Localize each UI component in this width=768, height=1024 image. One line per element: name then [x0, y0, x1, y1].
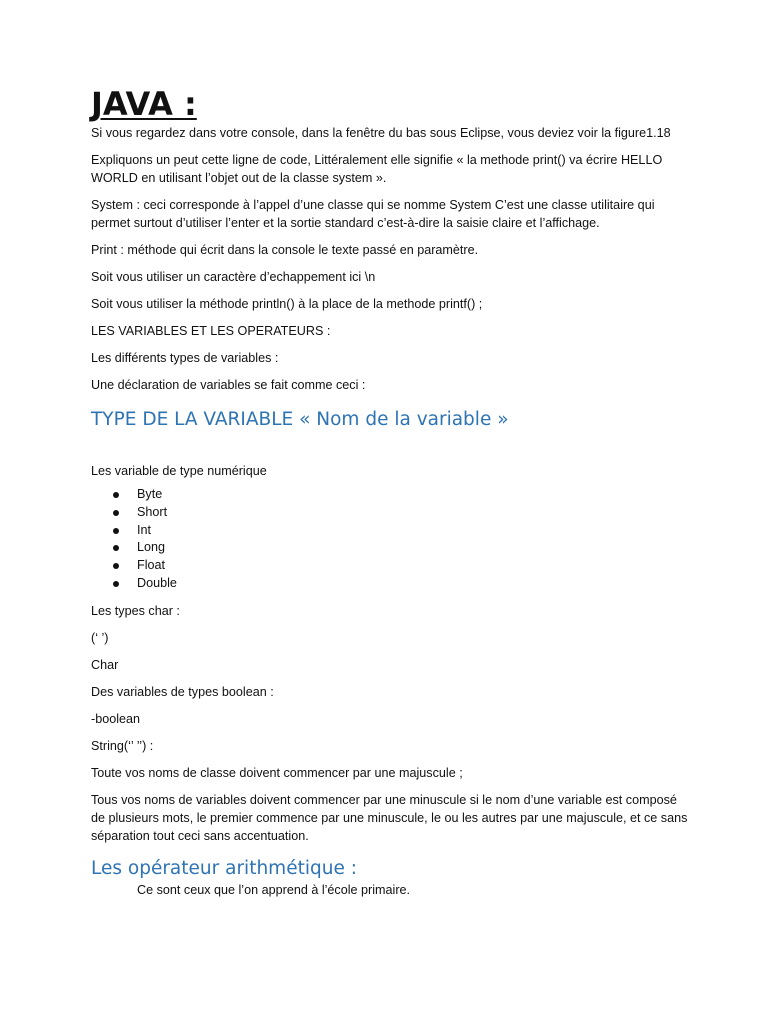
paragraph: String(‘’ ’’) : [91, 738, 154, 753]
paragraph: Print : méthode qui écrit dans la console le texte passé en paramètre. [91, 243, 479, 257]
paragraph: Des variables de types boolean : [91, 684, 274, 699]
bullet-icon [113, 510, 119, 516]
paragraph: (‘ ’) [91, 630, 109, 645]
paragraph: -boolean [91, 711, 141, 726]
paragraph: Soit vous utiliser la méthode println() à la place de la methode printf() ; [91, 297, 483, 311]
list-item [91, 539, 691, 557]
list-item [91, 557, 691, 575]
document-title: JAVA : [91, 85, 197, 123]
list-item-label: Float [137, 558, 165, 573]
list-item-label: Long [137, 540, 166, 555]
bullet-icon [113, 545, 119, 551]
paragraph: Les variable de type numérique [91, 464, 267, 478]
numeric-types-list [91, 486, 691, 593]
bullet-icon [113, 492, 119, 498]
list-item [91, 575, 691, 593]
paragraph: Char [91, 657, 119, 672]
list-item-label: Short [137, 504, 168, 519]
heading-operators: Les opérateur arithmétique : [91, 857, 357, 879]
bullet-icon [113, 563, 119, 569]
paragraph: Ce sont ceux que l’on apprend à l’école primaire. [137, 882, 411, 897]
paragraph: Les types char : [91, 603, 180, 618]
paragraph: Les différents types de variables : [91, 351, 279, 365]
list-item [91, 486, 691, 504]
paragraph: LES VARIABLES ET LES OPERATEURS : [91, 324, 331, 338]
list-item-label: Int [137, 522, 152, 537]
paragraph: Expliquons un peut cette ligne de code, Littéralement elle signifie « la methode print() va écrire HELLO WORLD en utilisant l’objet out de la classe system ». [91, 153, 663, 185]
heading-variable-type: TYPE DE LA VARIABLE « Nom de la variable » [91, 409, 509, 430]
paragraph: Si vous regardez dans votre console, dans la fenêtre du bas sous Eclipse, vous deviez voir la figure1.18 [91, 126, 671, 140]
list-item [91, 504, 691, 522]
paragraph: Une déclaration de variables se fait comme ceci : [91, 378, 366, 392]
paragraph: Toute vos noms de classe doivent commencer par une majuscule ; [91, 765, 463, 780]
paragraph: System : ceci corresponde à l’appel d’une classe qui se nomme System C’est une classe utilitaire qui permet surtout d’utiliser l’enter et la sortie standard c’est-à-dire la saisie claire et l’affichage. [91, 198, 655, 230]
bullet-icon [113, 528, 119, 534]
paragraph: Soit vous utiliser un caractère d’echappement ici \n [91, 270, 376, 284]
bullet-icon [113, 581, 119, 587]
document-body [91, 84, 691, 908]
list-item [91, 522, 691, 540]
list-item-label: Byte [137, 487, 163, 501]
list-item-label: Double [137, 575, 177, 590]
paragraph: Tous vos noms de variables doivent commencer par une minuscule si le nom d’une variable est composé de plusieurs mots, le premier commence par une minuscule, le ou les autres par une majuscule, et ce sans séparation tout ceci sans accentuation. [91, 792, 688, 843]
